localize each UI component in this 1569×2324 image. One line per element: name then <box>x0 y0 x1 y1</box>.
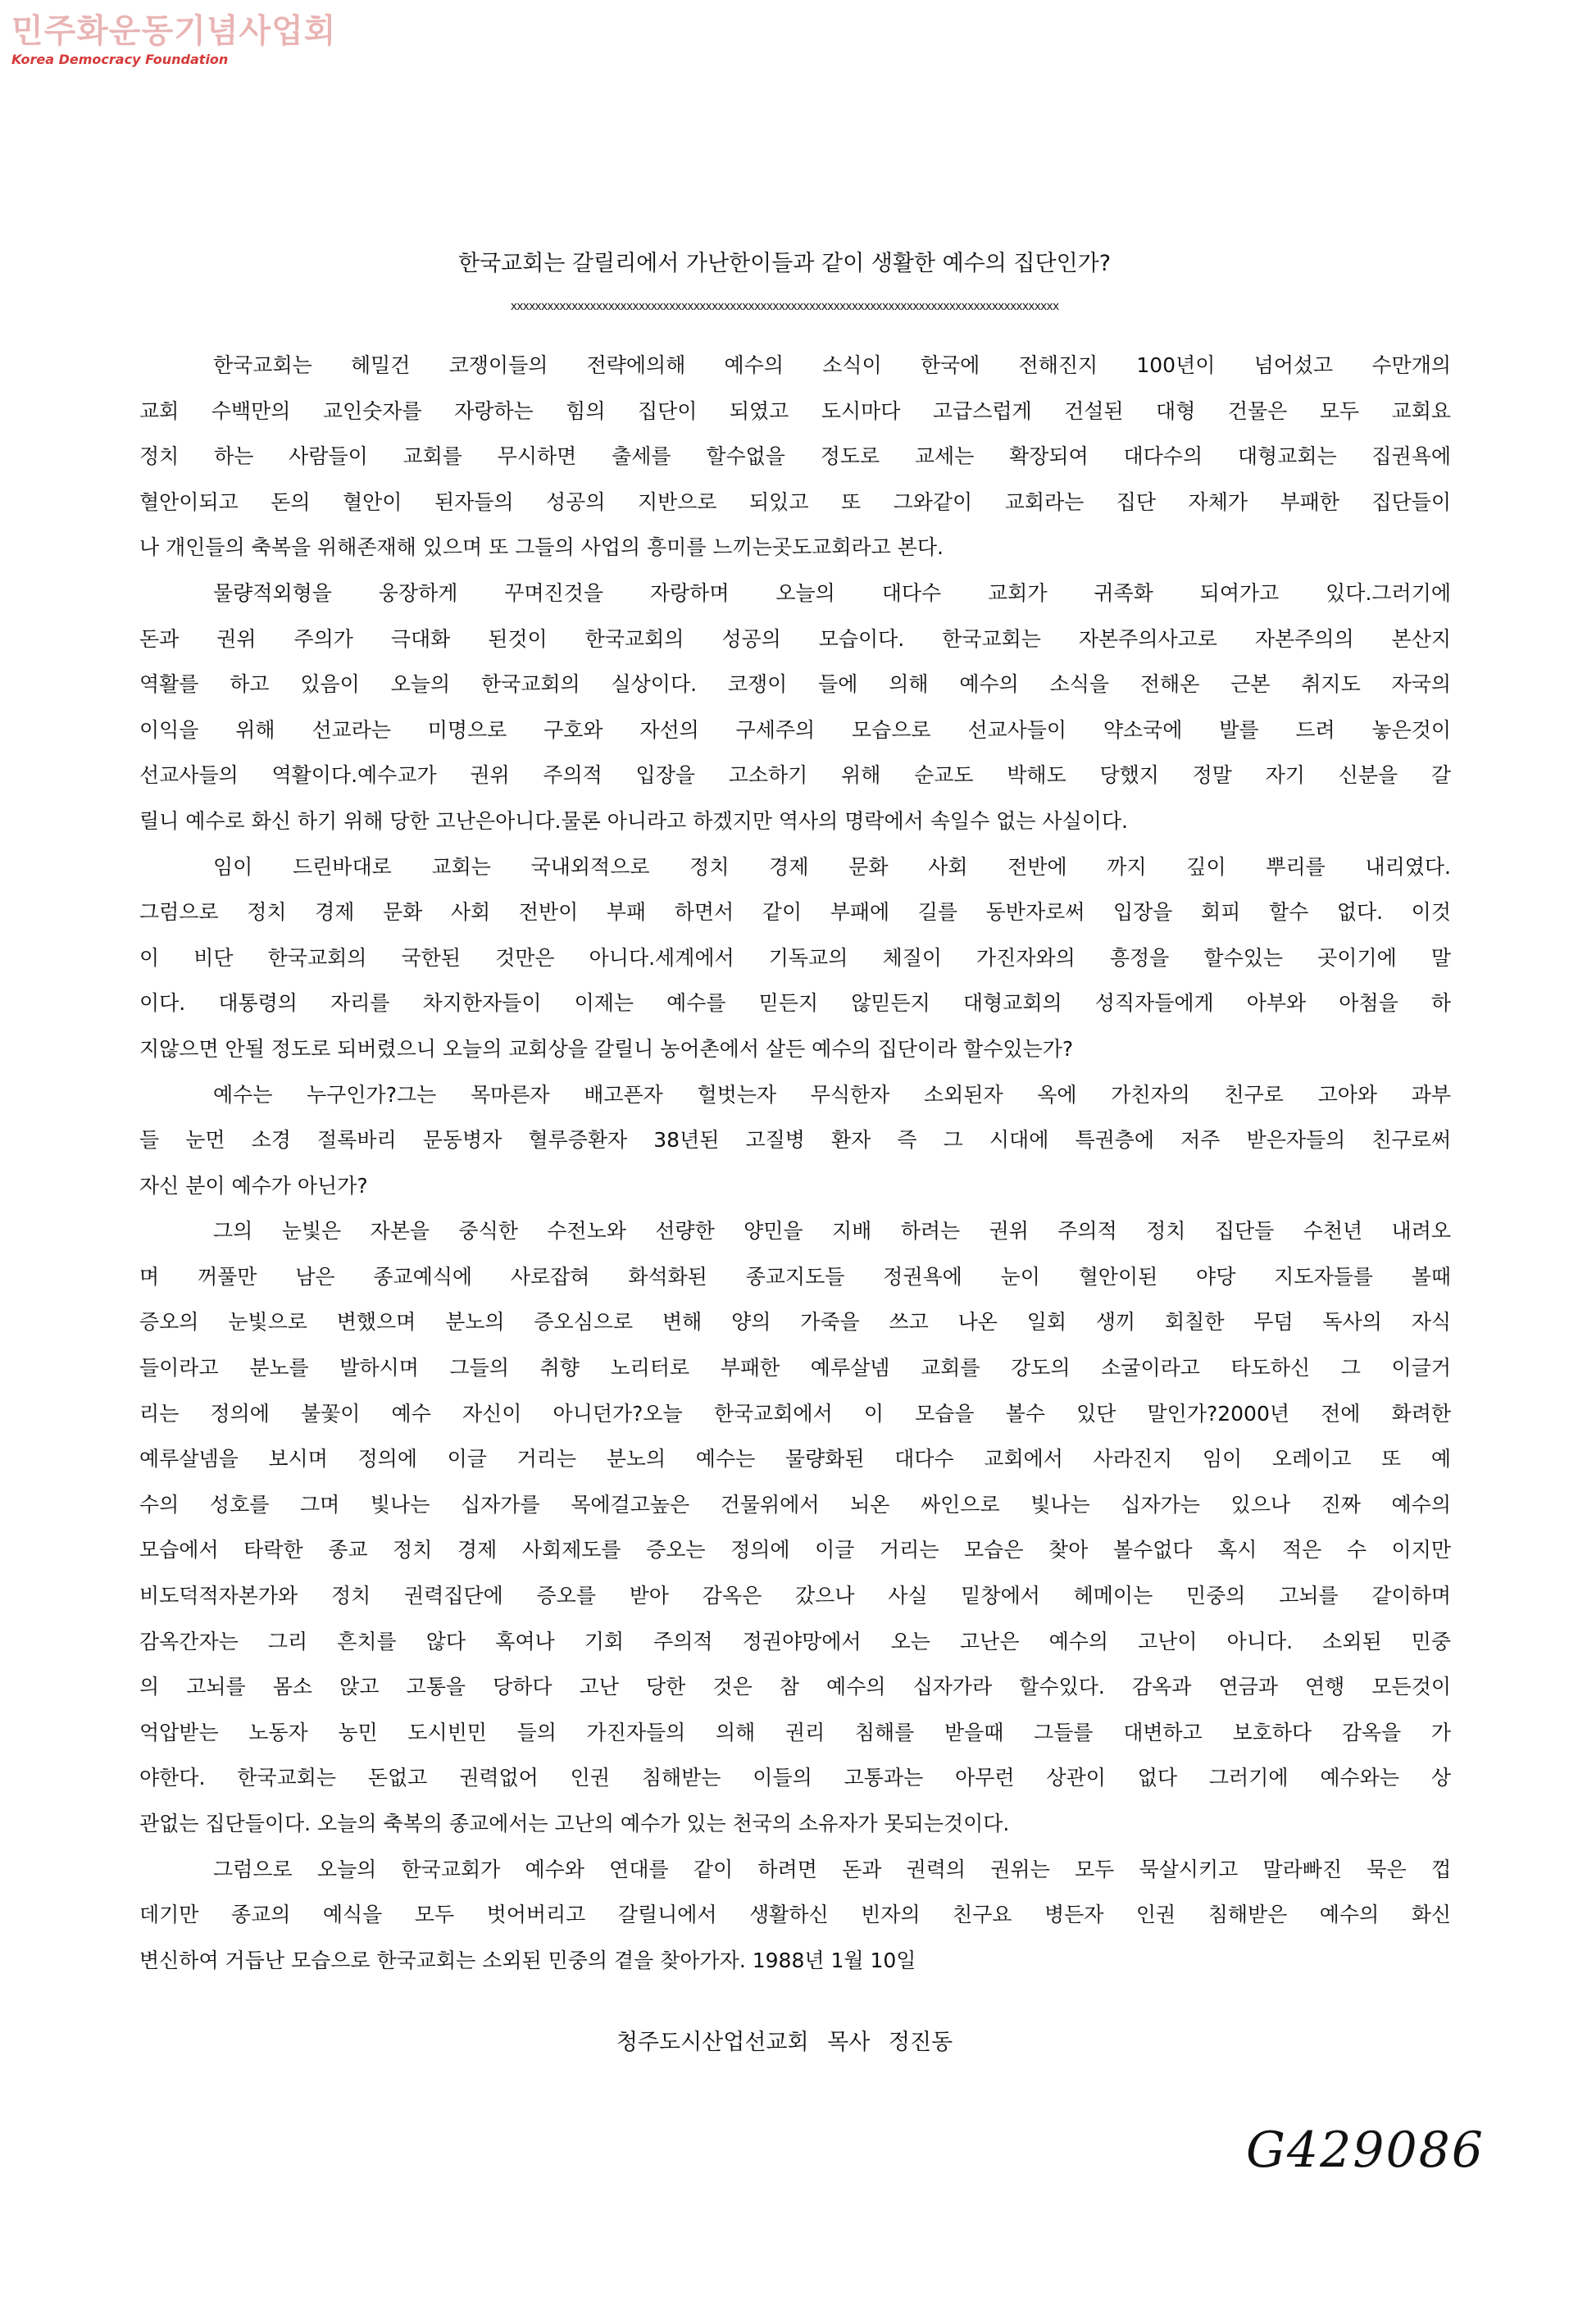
paragraph-line: 데기만 종교의 예식을 모두 벗어버리고 갈릴니에서 생활하신 빈자의 친구요 병든자 인권 침해받은 예수의 화신 <box>139 1903 1451 1927</box>
body-paragraph <box>139 844 1451 1072</box>
paragraph-line: 나 개인들의 축복을 위해존재해 있으며 또 그들의 사업의 흥미를 느끼는곳도교회라고 본다. <box>139 535 944 560</box>
paragraph-line: 예루살넴을 보시며 정의에 이글 거리는 분노의 예수는 물량화된 대다수 교회에서 사라진지 임이 오레이고 또 예 <box>139 1447 1451 1471</box>
foundation-logo <box>11 13 336 67</box>
paragraph-line: 들이라고 분노를 발하시며 그들의 취향 노리터로 부패한 예루살넴 교회를 강도의 소굴이라고 타도하신 그 이글거 <box>139 1356 1451 1380</box>
paragraph-line: 리는 정의에 불꽃이 예수 자신이 아니던가?오늘 한국교회에서 이 모습을 볼수 있단 말인가?2000년 전에 화려한 <box>139 1401 1451 1426</box>
paragraph-line: 역활를 하고 있음이 오늘의 한국교회의 실상이다. 코쟁이 들에 의해 예수의 소식을 전해온 근본 취지도 자국의 <box>139 672 1451 697</box>
paragraph-line: 지않으면 안될 정도로 되버렸으니 오늘의 교회상을 갈릴니 농어촌에서 살든 예수의 집단이라 할수있는가? <box>139 1036 1074 1061</box>
paragraph-line: 예수는 누구인가?그는 목마른자 배고픈자 헐벗는자 무식한자 소외된자 옥에 가친자의 친구로 고아와 과부 <box>213 1082 1451 1107</box>
paragraph-line: 변신하여 거듭난 모습으로 한국교회는 소외된 민중의 곁을 찾아가자. 1988년 1월 10일 <box>139 1948 916 1972</box>
paragraph-line: 그의 눈빛은 자본을 중식한 수전노와 선량한 양민을 지배 하려는 권위 주의적 정치 집단들 수천년 내려오 <box>213 1219 1451 1244</box>
body-paragraph <box>139 1847 1451 1984</box>
paragraph-line: 그럼으로 오늘의 한국교회가 예수와 연대를 같이 하려면 돈과 권력의 권위는 모두 묵살시키고 말라빠진 묵은 껍 <box>213 1857 1451 1881</box>
paragraph-line: 혈안이되고 돈의 혈안이 된자들의 성공의 지반으로 되있고 또 그와같이 교회라는 집단 자체가 부패한 집단들이 <box>139 489 1451 514</box>
body-paragraph <box>139 571 1451 844</box>
paragraph-line: 릴니 예수로 화신 하기 위해 당한 고난은아니다.물론 아니라고 하겠지만 역사의 명락에서 속일수 없는 사실이다. <box>139 808 1128 833</box>
paragraph-line: 정치 하는 사람들이 교회를 무시하면 출세를 할수없을 정도로 교세는 확장되여 대다수의 대형교회는 집권욕에 <box>139 444 1451 469</box>
paragraph-line: 비도덕적자본가와 정치 권력집단에 증오를 받아 감옥은 갔으나 사실 밑창에서 헤메이는 민중의 고뇌를 같이하며 <box>139 1584 1451 1608</box>
paragraph-line: 야한다. 한국교회는 돈없고 권력없어 인권 침해받는 이들의 고통과는 아무런 상관이 없다 그러기에 예수와는 상 <box>139 1766 1451 1790</box>
document-title: 한국교회는 갈릴리에서 가난한이들과 같이 생활한 예수의 집단인가? <box>457 251 1112 276</box>
paragraph-line: 들 눈먼 소경 절록바리 문동병자 혈루증환자 38년된 고질병 환자 즉 그 시대에 특권층에 저주 받은자들의 친구로써 <box>139 1128 1451 1153</box>
title-underline-rule: xxxxxxxxxxxxxxxxxxxxxxxxxxxxxxxxxxxxxxxxxxxxxxxxxxxxxxxxxxxxxxxxxxxxxxxxxxxxxxxxxxxxxxxxxx <box>510 300 1059 313</box>
paragraph-line: 교회 수백만의 교인숫자를 자랑하는 힘의 집단이 되였고 도시마다 고급스럽게 건설된 대형 건물은 모두 교회요 <box>139 398 1451 423</box>
paragraph-line: 수의 성호를 그며 빛나는 십자가를 목에걸고높은 건물위에서 뇌온 싸인으로 빛나는 십자가는 있으나 진짜 예수의 <box>139 1492 1451 1517</box>
paragraph-line: 선교사들의 역활이다.예수교가 권위 주의적 입장을 고소하기 위해 순교도 박해도 당했지 정말 자기 신분을 갈 <box>139 763 1451 788</box>
body-paragraph <box>139 1072 1451 1209</box>
paragraph-line: 이익을 위해 선교라는 미명으로 구호와 자선의 구세주의 모습으로 선교사들이 약소국에 발를 드려 놓은것이 <box>139 717 1451 742</box>
paragraph-line: 감옥간자는 그리 흔치를 않다 혹여나 기회 주의적 정권야망에서 오는 고난은 예수의 고난이 아니다. 소외된 민중 <box>139 1629 1451 1653</box>
paragraph-line: 억압받는 노동자 농민 도시빈민 들의 가진자들의 의해 권리 침해를 받을때 그들를 대변하고 보호하다 감옥을 가 <box>139 1720 1451 1744</box>
body-paragraph <box>139 1208 1451 1846</box>
body-paragraph <box>139 343 1451 571</box>
paragraph-line: 증오의 눈빛으로 변했으며 분노의 증오심으로 변해 양의 가죽을 쓰고 나온 일회 생끼 회칠한 무덤 독사의 자식 <box>139 1310 1451 1335</box>
signature: 청주도시산업선교회 목사 정진동 <box>616 2030 953 2055</box>
logo-korean-text: 민주화운동기념사업회 <box>11 12 337 50</box>
paragraph-line: 그럼으로 정치 경제 문화 사회 전반이 부패 하면서 같이 부패에 길를 동반자로써 입장을 회피 할수 없다. 이것 <box>139 900 1451 925</box>
document-body <box>139 343 1451 1983</box>
logo-english-text: Korea Democracy Foundation <box>11 52 229 67</box>
paragraph-line: 한국교회는 헤밀건 코쟁이들의 전략에의해 예수의 소식이 한국에 전해진지 100년이 넘어섰고 수만개의 <box>213 353 1451 377</box>
paragraph-line: 의 고뇌를 몸소 앉고 고통을 당하다 고난 당한 것은 참 예수의 십자가라 할수있다. 감옥과 연금과 연행 모든것이 <box>139 1675 1451 1699</box>
paragraph-line: 임이 드린바대로 교회는 국내외적으로 정치 경제 문화 사회 전반에 까지 깊이 뿌리를 내리였다. <box>213 854 1451 879</box>
paragraph-line: 자신 분이 예수가 아닌가? <box>139 1173 368 1198</box>
paragraph-line: 물량적외형을 웅장하게 꾸며진것을 자랑하며 오늘의 대다수 교회가 귀족화 되여가고 있다.그러기에 <box>213 580 1451 605</box>
paragraph-line: 관없는 집단들이다. 오늘의 축복의 종교에서는 고난의 예수가 있는 천국의 소유자가 못되는것이다. <box>139 1812 1010 1835</box>
paragraph-line: 이 비단 한국교회의 국한된 것만은 아니다.세계에서 기독교의 체질이 가진자와의 흥정을 할수있는 곳이기에 말 <box>139 945 1451 970</box>
paragraph-line: 모습에서 타락한 종교 정치 경제 사회제도를 증오는 정의에 이글 거리는 모습은 찾아 볼수없다 혹시 적은 수 이지만 <box>139 1538 1451 1562</box>
paragraph-line: 돈과 권위 주의가 극대화 된것이 한국교회의 성공의 모습이다. 한국교회는 자본주의사고로 자본주의의 본산지 <box>139 626 1451 651</box>
document-id-handwritten: G429086 <box>1246 2122 1485 2179</box>
paragraph-line: 며 꺼풀만 남은 종교예식에 사로잡혀 화석화된 종교지도들 정권욕에 눈이 혈안이된 야당 지도자들를 볼때 <box>139 1264 1451 1289</box>
paragraph-line: 이다. 대통령의 자리를 차지한자들이 이제는 예수를 믿든지 않믿든지 대형교회의 성직자들에게 아부와 아첨을 하 <box>139 991 1451 1016</box>
